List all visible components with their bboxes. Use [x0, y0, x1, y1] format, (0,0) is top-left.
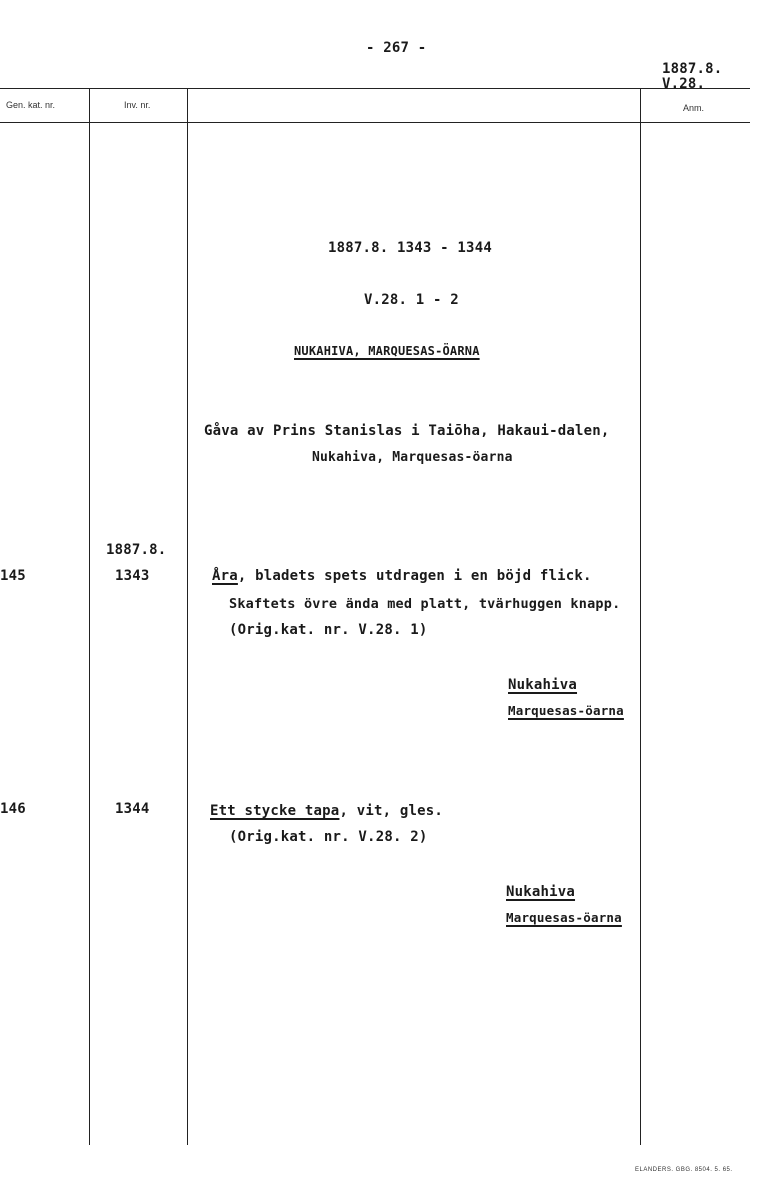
entry-title: Ett stycke tapa	[210, 803, 340, 819]
corner-reference-number: 1887.8.	[662, 61, 723, 77]
page-number: - 267 -	[366, 40, 427, 56]
column-divider-1	[89, 88, 90, 1145]
entry-location-2: Marquesas-öarna	[506, 910, 622, 925]
entry-inv-nr: 1343	[115, 568, 150, 584]
column-header-anm: Anm.	[683, 103, 705, 113]
heading-number-range: 1887.8. 1343 - 1344	[328, 240, 492, 256]
heading-gift-line-1: Gåva av Prins Stanislas i Taiōha, Hakaui-dalen,	[204, 423, 610, 439]
entry-title: Åra	[212, 568, 238, 584]
column-header-gen-kat-nr: Gen. kat. nr.	[6, 100, 56, 110]
entry-location-2: Marquesas-öarna	[508, 703, 624, 718]
printer-imprint: ELANDERS. GBG. 8504. 5. 65.	[635, 1167, 733, 1173]
entry-location-1: Nukahiva	[508, 677, 578, 693]
entry-original-catalog-ref: (Orig.kat. nr. V.28. 2)	[229, 829, 428, 845]
entry-description-rest: , bladets spets utdragen i en böjd flick.	[237, 568, 592, 584]
entry-inv-prefix: 1887.8.	[106, 542, 167, 558]
corner-reference-v: V.28.	[662, 76, 706, 92]
column-divider-3	[640, 88, 641, 1145]
column-divider-2	[187, 88, 188, 1145]
column-header-inv-nr: Inv. nr.	[124, 100, 151, 110]
entry-original-catalog-ref: (Orig.kat. nr. V.28. 1)	[229, 622, 428, 638]
heading-place: NUKAHIVA, MARQUESAS-ÖARNA	[294, 344, 480, 358]
header-bottom-rule	[0, 122, 750, 123]
entry-gen-kat-nr: 145	[0, 568, 26, 584]
entry-location-1: Nukahiva	[506, 884, 576, 900]
heading-v-range: V.28. 1 - 2	[364, 292, 459, 308]
entry-description-line-1	[212, 568, 592, 584]
entry-inv-nr: 1344	[115, 801, 150, 817]
entry-description-line-2: Skaftets övre ända med platt, tvärhuggen knapp.	[229, 596, 621, 612]
header-top-rule	[0, 88, 750, 89]
heading-gift-line-2: Nukahiva, Marquesas-öarna	[312, 450, 513, 465]
entry-description-line-1	[210, 803, 443, 819]
entry-gen-kat-nr: 146	[0, 801, 26, 817]
entry-description-rest: , vit, gles.	[339, 803, 443, 819]
